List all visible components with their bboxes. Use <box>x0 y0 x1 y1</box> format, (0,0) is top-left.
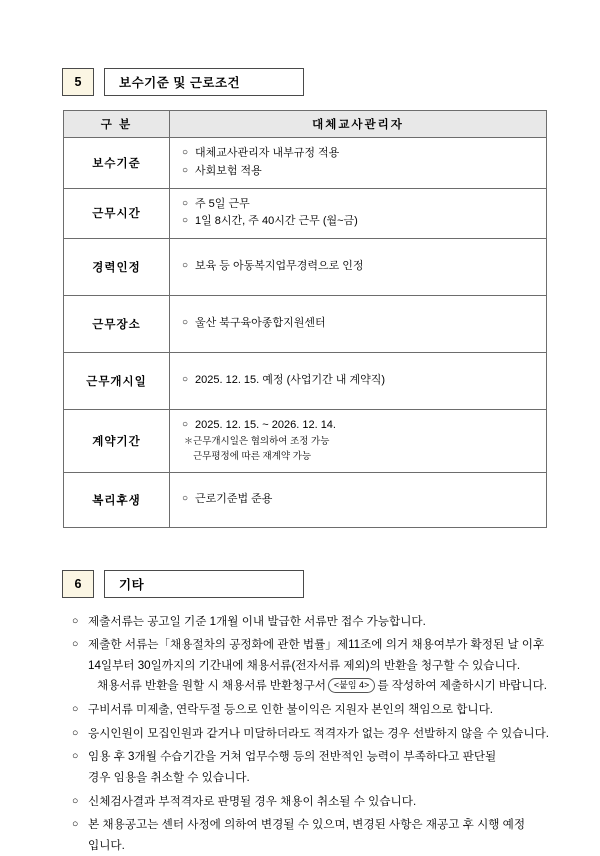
value-item <box>182 372 546 390</box>
circle-icon: ○ <box>182 315 195 331</box>
row-value <box>170 239 547 296</box>
table-row <box>64 239 547 296</box>
note-line: 입니다. <box>88 836 572 856</box>
note-subline-suffix: 를 작성하여 제출하시기 바랍니다. <box>377 679 547 692</box>
list-item <box>72 792 572 813</box>
note-line: 구비서류 미제출, 연락두절 등으로 인한 불이익은 지원자 본인의 책임으로 합니다. <box>88 703 493 716</box>
circle-icon: ○ <box>72 635 88 654</box>
row-value <box>170 353 547 410</box>
section-6-title: 기타 <box>104 570 304 598</box>
attachment-reference-chip: <붙임 4> <box>328 678 375 693</box>
list-item <box>72 700 572 721</box>
note-line: 제출한 서류는「채용절차의 공정화에 관한 법률」제11조에 의거 채용여부가 확정된 날 이후 <box>88 635 572 656</box>
section-5-number: 5 <box>62 68 94 96</box>
star-icon: ＊ <box>184 436 193 446</box>
circle-icon: ○ <box>182 491 195 507</box>
value-text: 근로기준법 준용 <box>195 491 546 509</box>
value-item <box>182 213 546 231</box>
section-6-heading <box>62 570 542 598</box>
table-header-row <box>64 111 547 138</box>
list-item <box>72 815 572 856</box>
circle-icon: ○ <box>182 145 195 161</box>
value-item <box>182 315 546 333</box>
table-header-position: 대체교사관리자 <box>170 111 547 138</box>
value-item <box>182 145 546 163</box>
value-text: 사회보험 적용 <box>195 163 546 181</box>
table-row <box>64 296 547 353</box>
list-item-body <box>88 747 572 788</box>
list-item-body <box>88 792 572 813</box>
row-value <box>170 472 547 527</box>
list-item-body <box>88 612 572 633</box>
value-item <box>182 417 546 435</box>
circle-icon: ○ <box>72 815 88 834</box>
value-text: 대체교사관리자 내부규정 적용 <box>195 145 546 163</box>
row-label: 보수기준 <box>64 138 170 189</box>
list-item-body <box>88 815 572 856</box>
value-note-text: 근무개시일은 협의하여 조정 가능 <box>193 436 329 447</box>
list-item-body <box>88 724 572 745</box>
value-note: 근무평정에 따른 재계약 가능 <box>182 450 546 465</box>
notes-list <box>62 612 572 856</box>
row-label: 근무시간 <box>64 188 170 239</box>
list-item-body <box>88 700 572 721</box>
value-item <box>182 196 546 214</box>
note-subline <box>88 676 572 697</box>
row-label: 경력인정 <box>64 239 170 296</box>
circle-icon: ○ <box>182 417 195 433</box>
value-text: 주 5일 근무 <box>195 196 546 214</box>
table-row <box>64 138 547 189</box>
circle-icon: ○ <box>182 163 195 179</box>
row-value <box>170 188 547 239</box>
table-row <box>64 353 547 410</box>
row-value <box>170 296 547 353</box>
value-text: 1일 8시간, 주 40시간 근무 (월~금) <box>195 213 546 231</box>
circle-icon: ○ <box>72 747 88 766</box>
list-item <box>72 635 572 697</box>
note-line: 본 채용공고는 센터 사정에 의하여 변경될 수 있으며, 변경된 사항은 재공고 후 시행 예정 <box>88 815 572 836</box>
section-6 <box>62 570 542 856</box>
note-line: 임용 후 3개월 수습기간을 거쳐 업무수행 등의 전반적인 능력이 부족하다고 판단될 <box>88 747 572 768</box>
note-line: 14일부터 30일까지의 기간내에 채용서류(전자서류 제외)의 반환을 청구할 수 있습니다. <box>88 656 572 677</box>
list-item <box>72 747 572 788</box>
row-label: 근무개시일 <box>64 353 170 410</box>
note-line: 응시인원이 모집인원과 같거나 미달하더라도 적격자가 없는 경우 선발하지 않을 수 있습니다. <box>88 727 549 740</box>
value-text: 2025. 12. 15. ~ 2026. 12. 14. <box>195 417 546 435</box>
value-note <box>182 435 546 450</box>
row-value <box>170 410 547 472</box>
note-line: 신체검사결과 부적격자로 판명될 경우 채용이 취소될 수 있습니다. <box>88 795 416 808</box>
note-subline-prefix: 채용서류 반환을 원할 시 채용서류 반환청구서 <box>97 679 326 692</box>
value-text: 울산 북구육아종합지원센터 <box>195 315 546 333</box>
circle-icon: ○ <box>72 700 88 719</box>
circle-icon: ○ <box>182 372 195 388</box>
note-line: 제출서류는 공고일 기준 1개월 이내 발급한 서류만 접수 가능합니다. <box>88 615 426 628</box>
value-text: 2025. 12. 15. 예정 (사업기간 내 계약직) <box>195 372 546 390</box>
circle-icon: ○ <box>72 612 88 631</box>
value-item <box>182 258 546 276</box>
note-line: 경우 임용을 취소할 수 있습니다. <box>88 768 572 789</box>
value-text: 보육 등 아동복지업무경력으로 인정 <box>195 258 546 276</box>
list-item <box>72 724 572 745</box>
row-label: 근무장소 <box>64 296 170 353</box>
list-item <box>72 612 572 633</box>
circle-icon: ○ <box>72 792 88 811</box>
table-row <box>64 410 547 472</box>
circle-icon: ○ <box>182 258 195 274</box>
row-value <box>170 138 547 189</box>
section-5-heading <box>62 68 542 96</box>
circle-icon: ○ <box>182 196 195 212</box>
row-label: 계약기간 <box>64 410 170 472</box>
table-row <box>64 472 547 527</box>
table-header-division: 구 분 <box>64 111 170 138</box>
value-item <box>182 163 546 181</box>
row-label: 복리후생 <box>64 472 170 527</box>
list-item-body <box>88 635 572 697</box>
work-conditions-table <box>63 110 547 528</box>
circle-icon: ○ <box>182 213 195 229</box>
value-item <box>182 491 546 509</box>
section-5-title: 보수기준 및 근로조건 <box>104 68 304 96</box>
section-6-number: 6 <box>62 570 94 598</box>
table-row <box>64 188 547 239</box>
circle-icon: ○ <box>72 724 88 743</box>
